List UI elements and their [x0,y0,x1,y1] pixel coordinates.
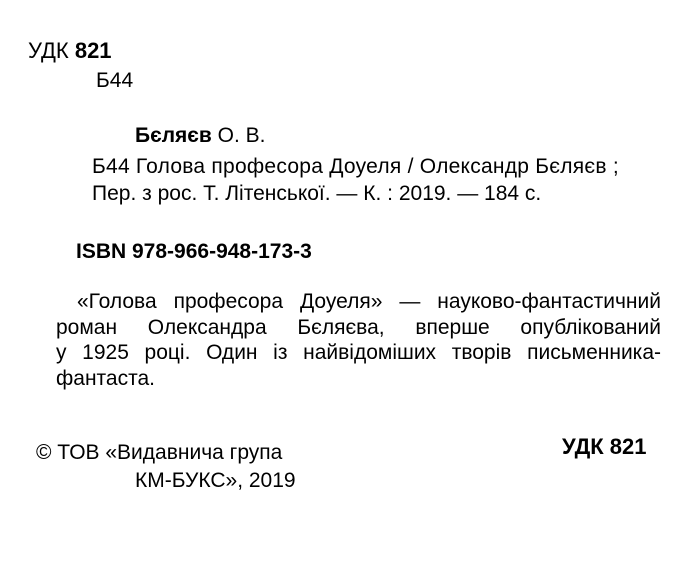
publication-info: Пер. з рос. Т. Літенської. — К. : 2019. — 184 с. [92,182,542,205]
title-statement [92,154,619,180]
annotation-line: у 1925 році. Один із найвідоміших творів письменника- [56,341,661,364]
annotation-line: «Голова професора Доуеля» — науково-фантастичний [77,290,661,313]
title-author-mark: Б44 [92,155,130,178]
annotation-line: роман Олександра Бєляєва, вперше опублікований [56,315,661,339]
annotation [56,289,661,391]
author-mark: Б44 [96,69,134,92]
author-initials: О. В. [217,124,266,147]
udk-footer: УДК 821 [562,434,647,459]
author-heading [135,123,266,149]
copyright-line-1: © ТОВ «Видавнича група [36,441,283,464]
isbn: ISBN 978-966-948-173-3 [76,240,312,263]
title-text: Голова професора Доуеля / Олександр Бєляєв ; [135,155,619,178]
copyright-line-2: КМ-БУКС», 2019 [135,469,296,492]
author-surname: Бєляєв [135,124,212,147]
annotation-line: фантаста. [56,366,156,390]
udk-label: УДК [28,38,69,63]
udk-code: 821 [74,38,112,63]
udk-header [28,38,112,64]
